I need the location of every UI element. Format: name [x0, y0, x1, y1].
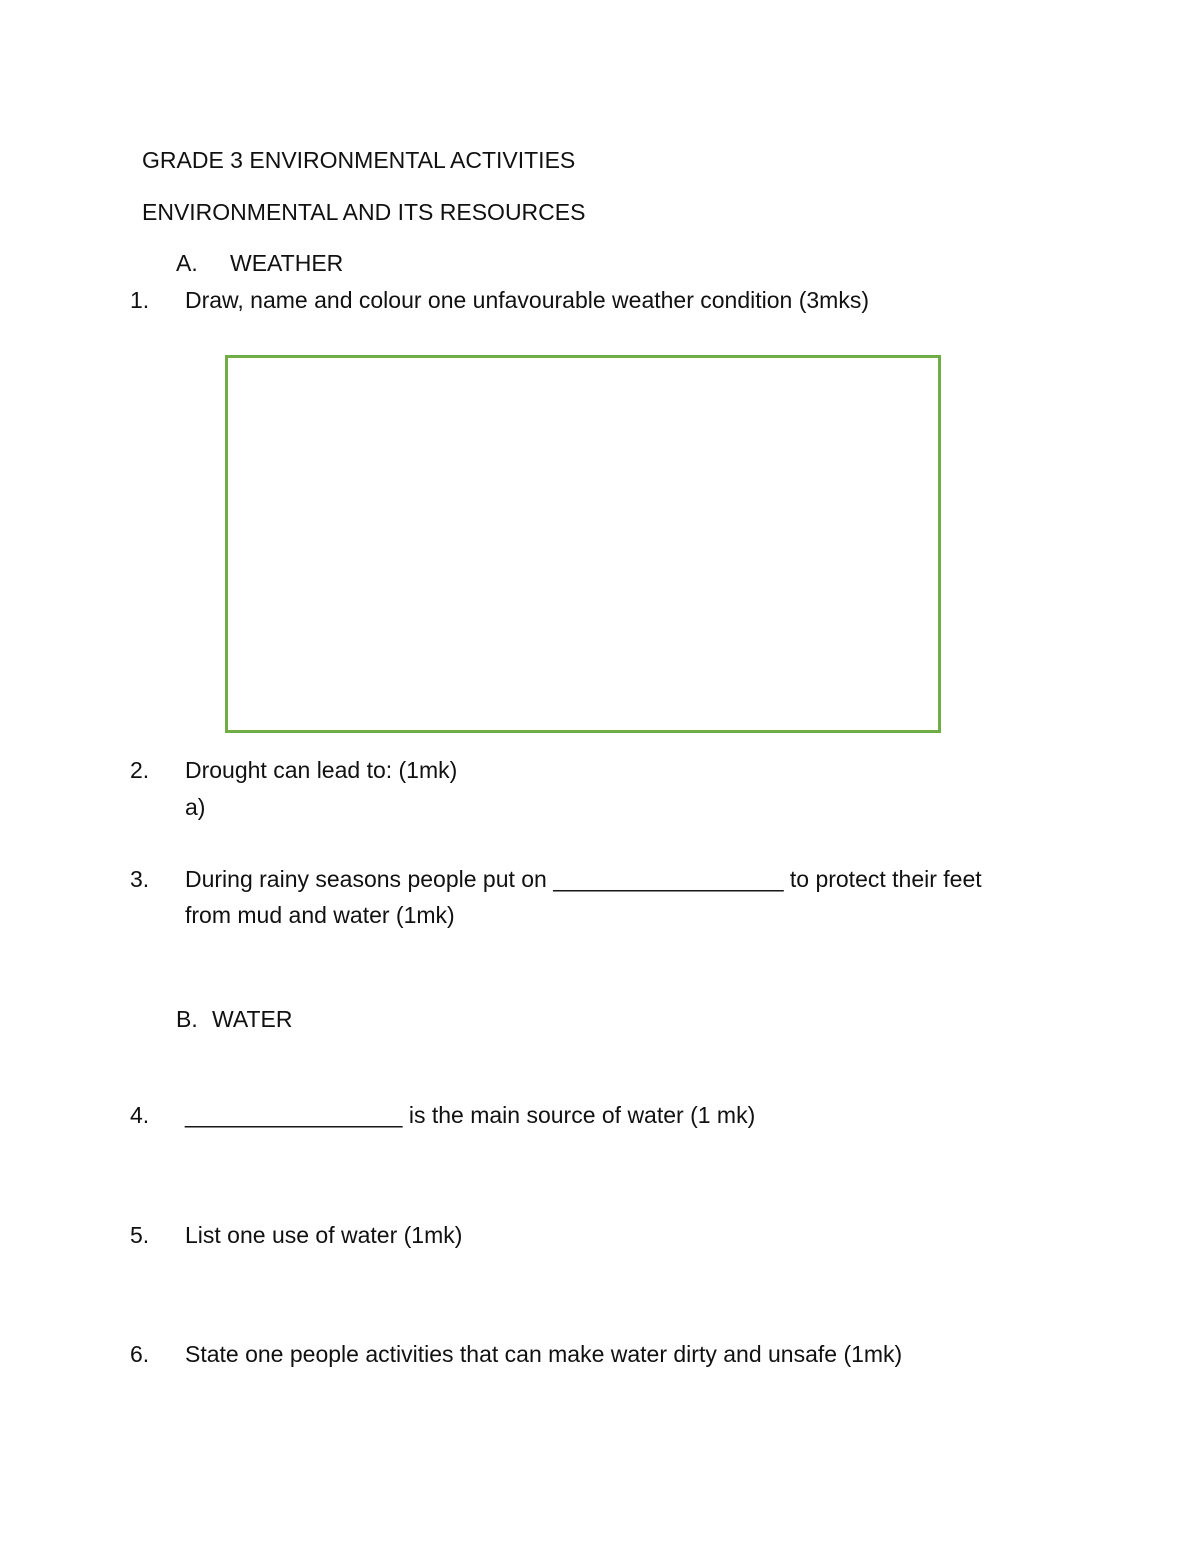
question-5-text: List one use of water (1mk)	[185, 1222, 463, 1248]
question-3-text: During rainy seasons people put on __________________ to protect their feet	[185, 866, 982, 892]
question-1-text: Draw, name and colour one unfavourable weather condition (3mks)	[185, 287, 869, 313]
question-2-sub-a: a)	[185, 794, 206, 820]
question-5-number: 5.	[130, 1222, 150, 1248]
question-4-text: _________________ is the main source of water (1 mk)	[185, 1102, 756, 1128]
page-title: GRADE 3 ENVIRONMENTAL ACTIVITIES	[142, 147, 576, 173]
question-6-text: State one people activities that can make water dirty and unsafe (1mk)	[185, 1341, 903, 1367]
question-3-text-cont: from mud and water (1mk)	[185, 902, 455, 928]
section-a-letter: A.	[176, 250, 198, 276]
question-2-text: Drought can lead to: (1mk)	[185, 757, 458, 783]
question-3-number: 3.	[130, 866, 150, 892]
section-b-heading: WATER	[212, 1006, 293, 1032]
page-subtitle: ENVIRONMENTAL AND ITS RESOURCES	[142, 199, 586, 225]
drawing-answer-box[interactable]	[225, 355, 941, 733]
question-1-number: 1.	[130, 287, 150, 313]
question-4-number: 4.	[130, 1102, 150, 1128]
question-2-number: 2.	[130, 757, 150, 783]
question-6-number: 6.	[130, 1341, 150, 1367]
section-a-heading: WEATHER	[230, 250, 344, 276]
section-b-letter: B.	[176, 1006, 198, 1032]
